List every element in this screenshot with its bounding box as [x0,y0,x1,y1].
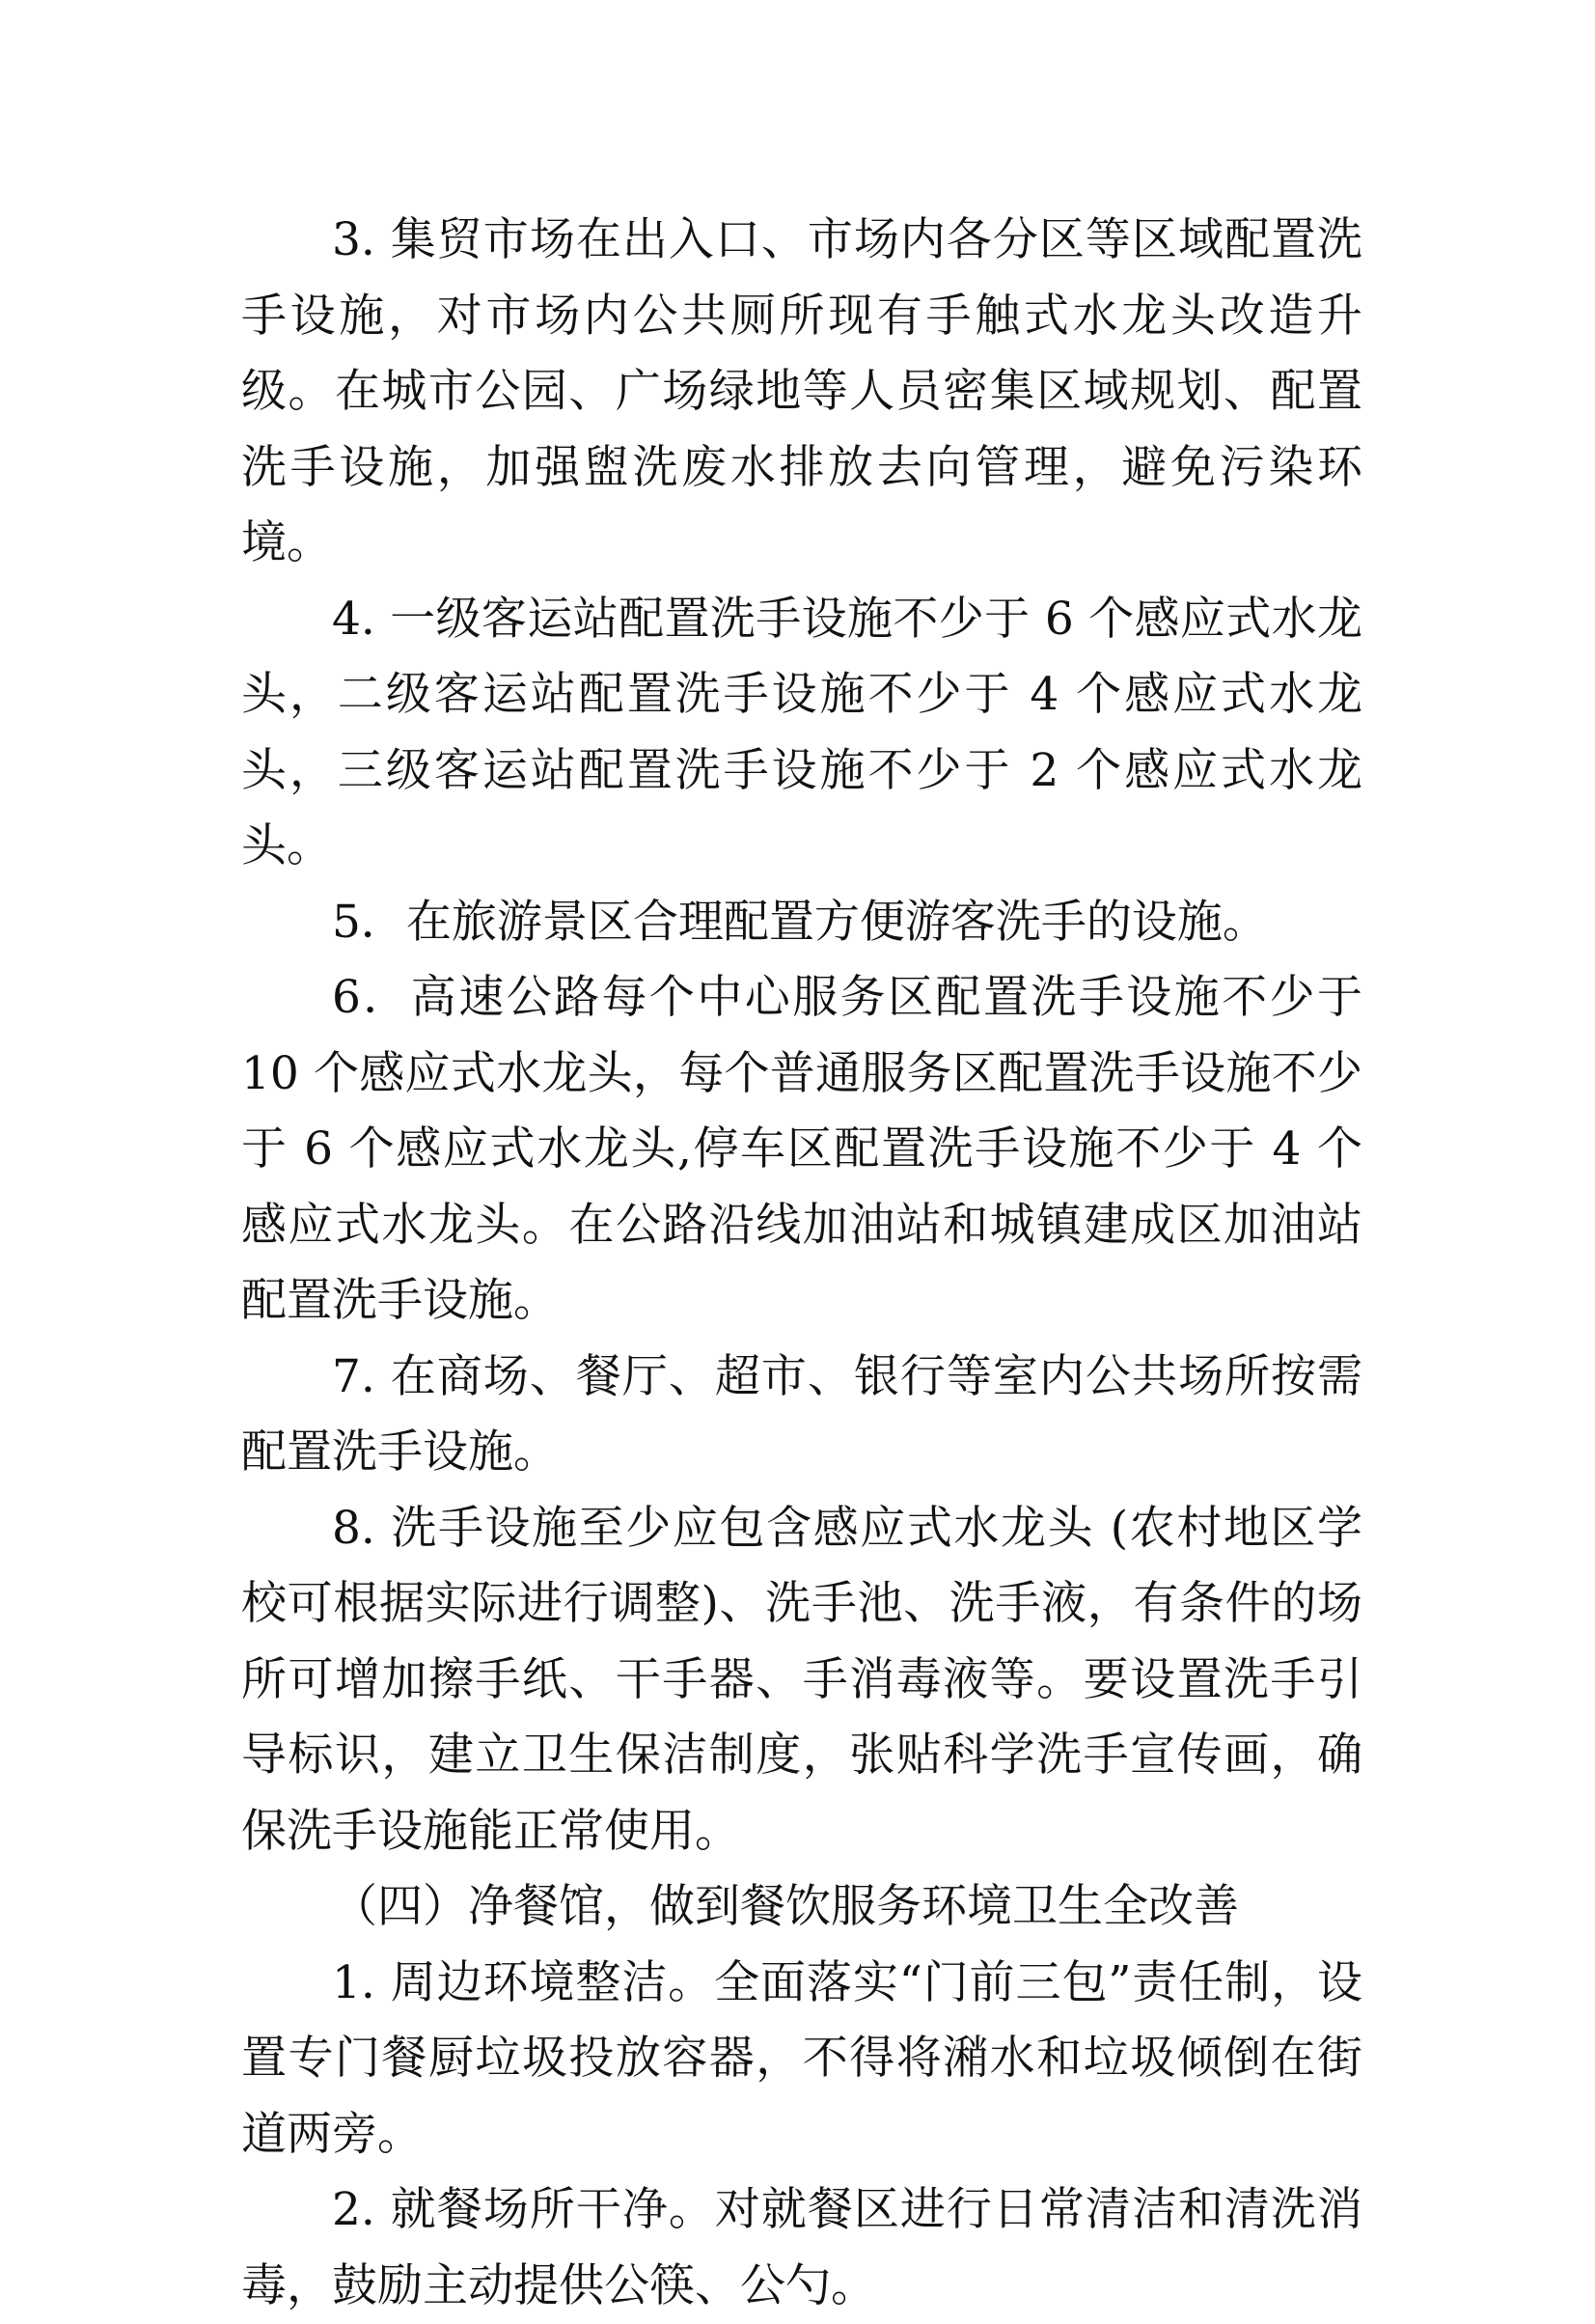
paragraph-item-8: 8. 洗手设施至少应包含感应式水龙头 (农村地区学校可根据实际进行调整)、洗手池、洗手液，有条件的场所可增加擦手纸、干手器、手消毒液等。要设置洗手引导标识，建立卫生保洁制度，张贴科学洗手宣传画，确保洗手设施能正常使用。 [241,1501,1362,1858]
paragraph-item-6: 6．高速公路每个中心服务区配置洗手设施不少于 10 个感应式水龙头，每个普通服务区配置洗手设施不少于 6 个感应式水龙头,停车区配置洗手设施不少于 4 个感应式水龙头。在公路沿线加油站和城镇建成区加油站配置洗手设施。 [241,971,1362,1327]
section-heading: （四）净餐馆，做到餐饮服务环境卫生全改善 [332,1880,1239,1933]
paragraph-item-7: 7. 在商场、餐厅、超市、银行等室内公共场所按需配置洗手设施。 [241,1349,1362,1479]
document-body [241,203,1362,2324]
paragraph-item-2: 2. 就餐场所干净。对就餐区进行日常清洁和清洗消毒，鼓励主动提供公筷、公勺。 [241,2183,1362,2312]
paragraph-item-1: 1. 周边环境整洁。全面落实“门前三包”责任制，设置专门餐厨垃圾投放容器，不得将潲水和垃圾倾倒在街道两旁。 [241,1955,1362,2161]
paragraph-item-5: 5．在旅游景区合理配置方便游客洗手的设施。 [332,895,1268,949]
paragraph-item-3: 3. 集贸市场在出入口、市场内各分区等区域配置洗手设施，对市场内公共厕所现有手触式水龙头改造升级。在城市公园、广场绿地等人员密集区域规划、配置洗手设施，加强盥洗废水排放去向管理，避免污染环境。 [241,213,1362,569]
paragraph-item-4: 4. 一级客运站配置洗手设施不少于 6 个感应式水龙头，二级客运站配置洗手设施不少于 4 个感应式水龙头，三级客运站配置洗手设施不少于 2 个感应式水龙头。 [241,592,1362,872]
